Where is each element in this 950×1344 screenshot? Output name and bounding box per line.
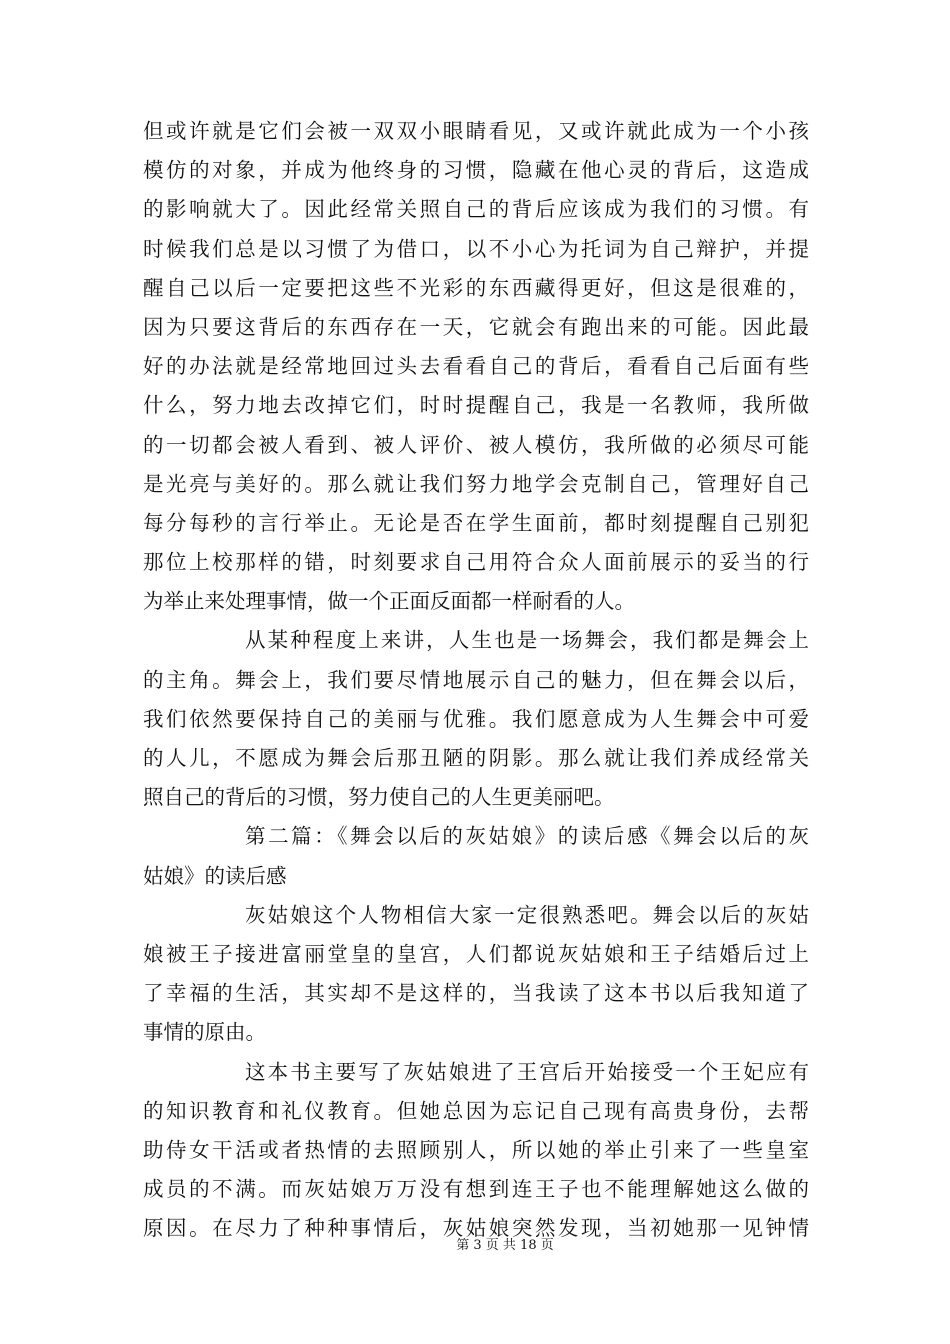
- text-line: 第二篇：《舞会以后的灰姑娘》的读后感《舞会以后的灰: [245, 824, 809, 849]
- text-line: 什么，努力地去改掉它们，时时提醒自己，我是一名教师，我所做: [143, 393, 809, 418]
- body-text: [143, 112, 809, 1248]
- page-number-footer: 第 3 页 共 18 页: [456, 1238, 554, 1253]
- text-line: 为举止来处理事情，做一个正面反面都一样耐看的人。: [143, 589, 635, 614]
- text-line: 了幸福的生活，其实却不是这样的，当我读了这本书以后我知道了: [143, 981, 809, 1006]
- text-line: 每分每秒的言行举止。无论是否在学生面前，都时刻提醒自己别犯: [143, 510, 809, 535]
- text-line: 姑娘》的读后感: [143, 863, 287, 888]
- text-line: 是光亮与美好的。那么就让我们努力地学会克制自己，管理好自己: [143, 471, 809, 496]
- text-line: 的一切都会被人看到、被人评价、被人模仿，我所做的必须尽可能: [143, 432, 809, 457]
- text-line: 好的办法就是经常地回过头去看看自己的背后，看看自己后面有些: [143, 354, 809, 379]
- text-line: 的人儿，不愿成为舞会后那丑陋的阴影。那么就让我们养成经常关: [143, 746, 809, 770]
- text-line: 模仿的对象，并成为他终身的习惯，隐藏在他心灵的背后，这造成: [143, 158, 809, 183]
- text-line: 娘被王子接进富丽堂皇的皇宫，人们都说灰姑娘和王子结婚后过上: [143, 941, 809, 966]
- text-line: 因为只要这背后的东西存在一天，它就会有跑出来的可能。因此最: [143, 314, 809, 339]
- text-line: 的影响就大了。因此经常关照自己的背后应该成为我们的习惯。有: [143, 197, 809, 222]
- text-line: 时候我们总是以习惯了为借口，以不小心为托词为自己辩护，并提: [143, 236, 809, 261]
- text-line: 成员的不满。而灰姑娘万万没有想到连王子也不能理解她这么做的: [143, 1177, 809, 1202]
- text-line: 的主角。舞会上，我们要尽情地展示自己的魅力，但在舞会以后，: [143, 667, 809, 692]
- text-line: 事情的原由。: [143, 1020, 266, 1045]
- text-line: 醒自己以后一定要把这些不光彩的东西藏得更好，但这是很难的，: [143, 275, 809, 300]
- text-line: 那位上校那样的错，时刻要求自己用符合众人面前展示的妥当的行: [143, 550, 809, 575]
- text-line: 我们依然要保持自己的美丽与优雅。我们愿意成为人生舞会中可爱: [143, 706, 809, 731]
- text-line: 这本书主要写了灰姑娘进了王宫后开始接受一个王妃应有: [245, 1059, 809, 1084]
- text-line: 照自己的背后的习惯，努力使自己的人生更美丽吧。: [143, 785, 615, 810]
- text-line: 原因。在尽力了种种事情后，灰姑娘突然发现，当初她那一见钟情: [143, 1216, 809, 1241]
- text-line: 从某种程度上来讲，人生也是一场舞会，我们都是舞会上: [245, 628, 809, 653]
- text-line: 但或许就是它们会被一双双小眼睛看见，又或许就此成为一个小孩: [143, 119, 809, 143]
- text-line: 的知识教育和礼仪教育。但她总因为忘记自己现有高贵身份，去帮: [143, 1098, 809, 1123]
- text-line: 灰姑娘这个人物相信大家一定很熟悉吧。舞会以后的灰姑: [245, 902, 809, 927]
- text-line: 助侍女干活或者热情的去照顾别人，所以她的举止引来了一些皇室: [143, 1137, 809, 1162]
